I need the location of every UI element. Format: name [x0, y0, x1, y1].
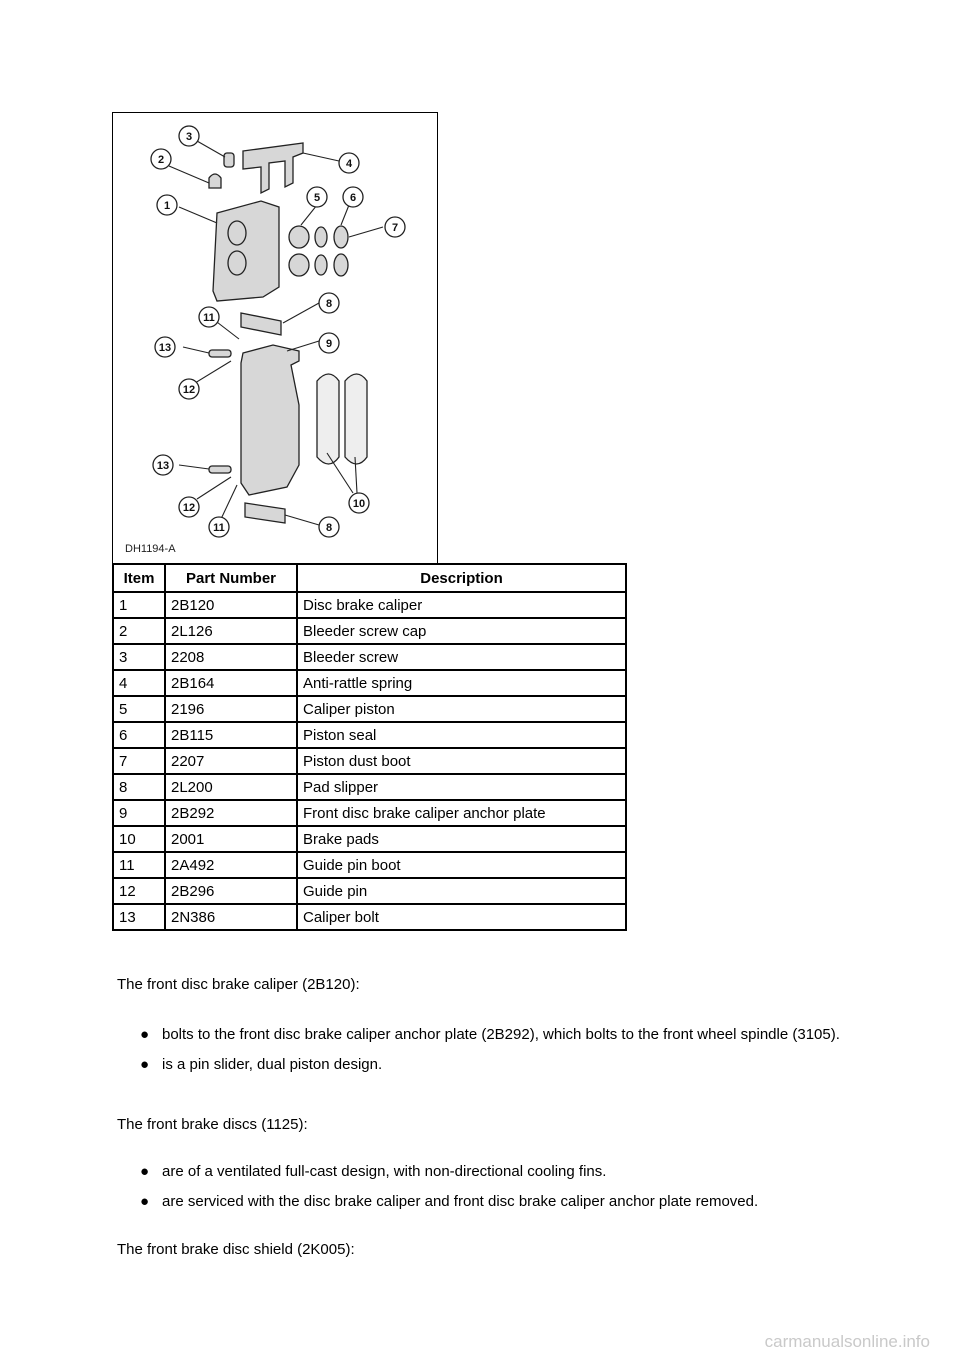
- table-row: [113, 852, 626, 878]
- callout-10: 10: [352, 498, 366, 510]
- table-header-row: [113, 564, 626, 592]
- cell-item: 5: [113, 696, 165, 722]
- bullet-list-caliper: [140, 1025, 840, 1085]
- header-description: Description: [297, 564, 626, 592]
- table-row: [113, 670, 626, 696]
- table-row: [113, 696, 626, 722]
- caliper-body-shape: [213, 201, 279, 301]
- cell-item: 9: [113, 800, 165, 826]
- cell-part-number: 2B115: [165, 722, 297, 748]
- cell-part-number: 2207: [165, 748, 297, 774]
- anti-rattle-spring-shape: [243, 143, 303, 193]
- bleeder-screw-cap-shape: [209, 174, 221, 188]
- cell-item: 7: [113, 748, 165, 774]
- cell-part-number: 2A492: [165, 852, 297, 878]
- bullet-icon: ●: [140, 1163, 150, 1180]
- pad-slipper-lower: [245, 503, 285, 523]
- callout-12-lower: 12: [182, 502, 196, 514]
- callout-8-upper: 8: [325, 298, 333, 310]
- cell-description: Pad slipper: [297, 774, 626, 800]
- callout-4: 4: [345, 158, 353, 170]
- figure-id-label: DH1194-A: [125, 543, 176, 555]
- table-row: [113, 618, 626, 644]
- cell-description: Piston seal: [297, 722, 626, 748]
- cell-part-number: 2001: [165, 826, 297, 852]
- cell-part-number: 2N386: [165, 904, 297, 930]
- bullet-list-discs: [140, 1162, 840, 1222]
- callout-8-lower: 8: [325, 522, 333, 534]
- cell-description: Brake pads: [297, 826, 626, 852]
- callout-12-upper: 12: [182, 384, 196, 396]
- exploded-view-figure: [112, 112, 438, 563]
- callout-2: 2: [157, 154, 165, 166]
- table-row: [113, 904, 626, 930]
- caliper-exploded-diagram: [113, 113, 437, 564]
- caliper-bore-upper: [228, 221, 246, 245]
- section-intro-discs: The front brake discs (1125):: [117, 1116, 308, 1133]
- callout-7: 7: [391, 222, 399, 234]
- cell-description: Disc brake caliper: [297, 592, 626, 618]
- list-item: ● are of a ventilated full-cast design, with non-directional cooling fins.: [140, 1163, 607, 1180]
- parts-table: [112, 563, 627, 931]
- cell-part-number: 2L126: [165, 618, 297, 644]
- cell-description: Caliper piston: [297, 696, 626, 722]
- cell-item: 2: [113, 618, 165, 644]
- cell-part-number: 2B292: [165, 800, 297, 826]
- table-row: [113, 592, 626, 618]
- header-item: Item: [113, 564, 165, 592]
- cell-item: 11: [113, 852, 165, 878]
- callout-3: 3: [185, 131, 193, 143]
- table-row: [113, 800, 626, 826]
- list-item: ● is a pin slider, dual piston design.: [140, 1056, 383, 1073]
- cell-part-number: 2208: [165, 644, 297, 670]
- cell-description: Guide pin: [297, 878, 626, 904]
- cell-part-number: 2B164: [165, 670, 297, 696]
- cell-part-number: 2B120: [165, 592, 297, 618]
- brake-pad-outer: [345, 374, 367, 464]
- anchor-plate-shape: [241, 345, 299, 495]
- cell-item: 1: [113, 592, 165, 618]
- callout-11-upper: 11: [203, 312, 215, 324]
- bullet-icon: ●: [140, 1056, 150, 1073]
- bullet-icon: ●: [140, 1026, 150, 1043]
- section-intro-shield: The front brake disc shield (2K005):: [117, 1241, 355, 1258]
- bullet-icon: ●: [140, 1193, 150, 1210]
- cell-description: Piston dust boot: [297, 748, 626, 774]
- brake-pad-inner: [317, 374, 339, 464]
- list-item: ● are serviced with the disc brake caliper and front disc brake caliper anchor plate removed.: [140, 1193, 759, 1210]
- cell-part-number: 2196: [165, 696, 297, 722]
- bleeder-screw-shape: [224, 153, 234, 167]
- callout-13-lower: 13: [156, 460, 170, 472]
- callout-5: 5: [313, 192, 321, 204]
- callout-11-lower: 11: [213, 522, 225, 534]
- table-row: [113, 748, 626, 774]
- callout-13-upper: 13: [158, 342, 172, 354]
- cell-item: 6: [113, 722, 165, 748]
- table-row: [113, 878, 626, 904]
- cell-description: Bleeder screw: [297, 644, 626, 670]
- cell-item: 13: [113, 904, 165, 930]
- callout-9: 9: [325, 338, 333, 350]
- cell-item: 12: [113, 878, 165, 904]
- cell-description: Caliper bolt: [297, 904, 626, 930]
- caliper-bore-lower: [228, 251, 246, 275]
- cell-description: Guide pin boot: [297, 852, 626, 878]
- watermark: carmanualsonline.info: [764, 1332, 930, 1351]
- table-row: [113, 644, 626, 670]
- list-item: ● bolts to the front disc brake caliper anchor plate (2B292), which bolts to the front wheel spindle (3105).: [140, 1026, 840, 1043]
- cell-item: 3: [113, 644, 165, 670]
- cell-item: 10: [113, 826, 165, 852]
- cell-description: Anti-rattle spring: [297, 670, 626, 696]
- header-part-number: Part Number: [165, 564, 297, 592]
- cell-description: Bleeder screw cap: [297, 618, 626, 644]
- callout-6: 6: [349, 192, 357, 204]
- table-row: [113, 722, 626, 748]
- cell-item: 4: [113, 670, 165, 696]
- pad-slipper-upper: [241, 313, 281, 335]
- table-row: [113, 826, 626, 852]
- callout-1: 1: [163, 200, 171, 212]
- section-intro-caliper: The front disc brake caliper (2B120):: [117, 976, 360, 993]
- cell-item: 8: [113, 774, 165, 800]
- cell-part-number: 2L200: [165, 774, 297, 800]
- table-row: [113, 774, 626, 800]
- cell-part-number: 2B296: [165, 878, 297, 904]
- cell-description: Front disc brake caliper anchor plate: [297, 800, 626, 826]
- parts-table-body: [113, 592, 626, 930]
